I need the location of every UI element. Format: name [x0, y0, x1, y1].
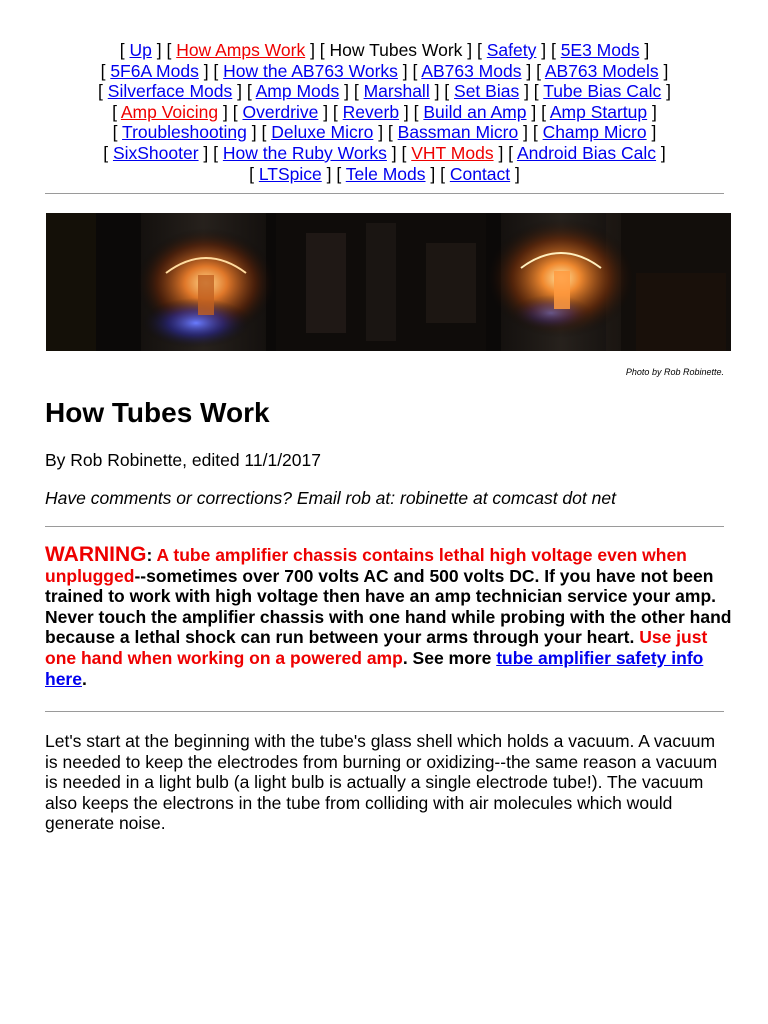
nav-link-contact[interactable]: Contact: [449, 163, 511, 184]
nav-link-deluxe-micro[interactable]: Deluxe Micro: [271, 122, 374, 143]
nav-link-reverb[interactable]: Reverb: [342, 101, 400, 122]
tube-photo-graphic: [46, 213, 731, 351]
nav-link-ltspice[interactable]: LTSpice: [258, 163, 322, 184]
site-navigation: [45, 40, 724, 184]
nav-row-3: [ Silverface Mods ] [ Amp Mods ] [ Marshall ] [ Set Bias ] [ Tube Bias Calc ]: [98, 81, 671, 102]
contact-note: Have comments or corrections? Email rob at: robinette at comcast dot net: [45, 488, 616, 508]
nav-link-how-ruby-works[interactable]: How the Ruby Works: [222, 142, 387, 163]
banner-photo: [46, 213, 731, 351]
warning-red-text: Use just one hand when working on a powered amp: [45, 627, 708, 668]
nav-link-safety[interactable]: Safety: [486, 40, 537, 60]
nav-link-ab763-models[interactable]: AB763 Models: [544, 60, 659, 81]
nav-link-marshall[interactable]: Marshall: [363, 81, 430, 102]
nav-row-7: [ LTSpice ] [ Tele Mods ] [ Contact ]: [249, 163, 520, 184]
nav-link-overdrive[interactable]: Overdrive: [242, 101, 319, 122]
nav-link-amp-voicing[interactable]: Amp Voicing: [120, 101, 219, 122]
nav-link-sixshooter[interactable]: SixShooter: [112, 142, 199, 163]
photo-caption: Photo by Rob Robinette.: [625, 367, 724, 377]
nav-link-how-ab763-works[interactable]: How the AB763 Works: [223, 60, 398, 81]
nav-link-how-amps-work[interactable]: How Amps Work: [176, 40, 306, 60]
nav-link-tele-mods[interactable]: Tele Mods: [345, 163, 426, 184]
nav-row-6: [ SixShooter ] [ How the Ruby Works ] [ VHT Mods ] [ Android Bias Calc ]: [103, 142, 666, 163]
warning-colon: :: [146, 545, 153, 565]
nav-link-ab763-mods[interactable]: AB763 Mods: [421, 60, 522, 81]
divider: [45, 711, 724, 712]
warning-label: WARNING: [45, 543, 147, 566]
byline: By Rob Robinette, edited 11/1/2017: [45, 450, 321, 470]
nav-link-amp-startup[interactable]: Amp Startup: [549, 101, 648, 122]
nav-link-5e3-mods[interactable]: 5E3 Mods: [560, 40, 640, 60]
nav-row-4: [ Amp Voicing ] [ Overdrive ] [ Reverb ] [ Build an Amp ] [ Amp Startup ]: [112, 101, 657, 122]
nav-current-page: How Tubes Work: [329, 40, 463, 60]
nav-link-tube-bias-calc[interactable]: Tube Bias Calc: [543, 81, 662, 102]
nav-link-vht-mods[interactable]: VHT Mods: [411, 142, 494, 163]
nav-row-2: [ 5F6A Mods ] [ How the AB763 Works ] [ AB763 Mods ] [ AB763 Models ]: [100, 60, 669, 81]
warning-end: .: [81, 668, 87, 689]
nav-link-build-an-amp[interactable]: Build an Amp: [423, 101, 527, 122]
nav-link-champ-micro[interactable]: Champ Micro: [542, 122, 647, 143]
nav-row-1: [ Up ] [ How Amps Work ] [ How Tubes Work ] [ Safety ] [ 5E3 Mods ]: [119, 40, 650, 60]
warning-text: . See more: [402, 647, 492, 668]
safety-info-link[interactable]: tube amplifier safety info here: [45, 647, 704, 689]
nav-link-silverface-mods[interactable]: Silverface Mods: [107, 81, 233, 102]
nav-link-android-bias-calc[interactable]: Android Bias Calc: [516, 142, 657, 163]
safety-warning: [45, 545, 735, 689]
warning-text: --sometimes over 700 volts AC and 500 volts DC. If you have not been trained to work with high voltage then have an amp technician service your amp. Never touch the amplifier chassis with one hand while probing with the other hand because a lethal shock can run between your arms through your heart.: [45, 565, 732, 648]
nav-link-set-bias[interactable]: Set Bias: [454, 81, 520, 102]
page-title: How Tubes Work: [45, 397, 270, 428]
nav-link-5f6a-mods[interactable]: 5F6A Mods: [110, 60, 199, 81]
nav-row-5: [ Troubleshooting ] [ Deluxe Micro ] [ Bassman Micro ] [ Champ Micro ]: [112, 122, 657, 143]
nav-link-amp-mods[interactable]: Amp Mods: [255, 81, 340, 102]
nav-link-bassman-micro[interactable]: Bassman Micro: [397, 122, 519, 143]
divider: [45, 526, 724, 527]
nav-link-up[interactable]: Up: [129, 40, 152, 60]
warning-red-text: A tube amplifier chassis contains lethal high voltage even when unplugged: [45, 545, 687, 586]
intro-paragraph: Let's start at the beginning with the tube's glass shell which holds a vacuum. A vacuum is needed to keep the electrodes from burning or oxidizing--the same reason a vacuum is needed in a light bulb (a light bulb is actually a single electrode tube!). The vacuum also keeps the electrons in the tube from colliding with air molecules which would generate noise.: [45, 731, 718, 834]
nav-link-troubleshooting[interactable]: Troubleshooting: [122, 122, 247, 143]
divider: [45, 193, 724, 194]
